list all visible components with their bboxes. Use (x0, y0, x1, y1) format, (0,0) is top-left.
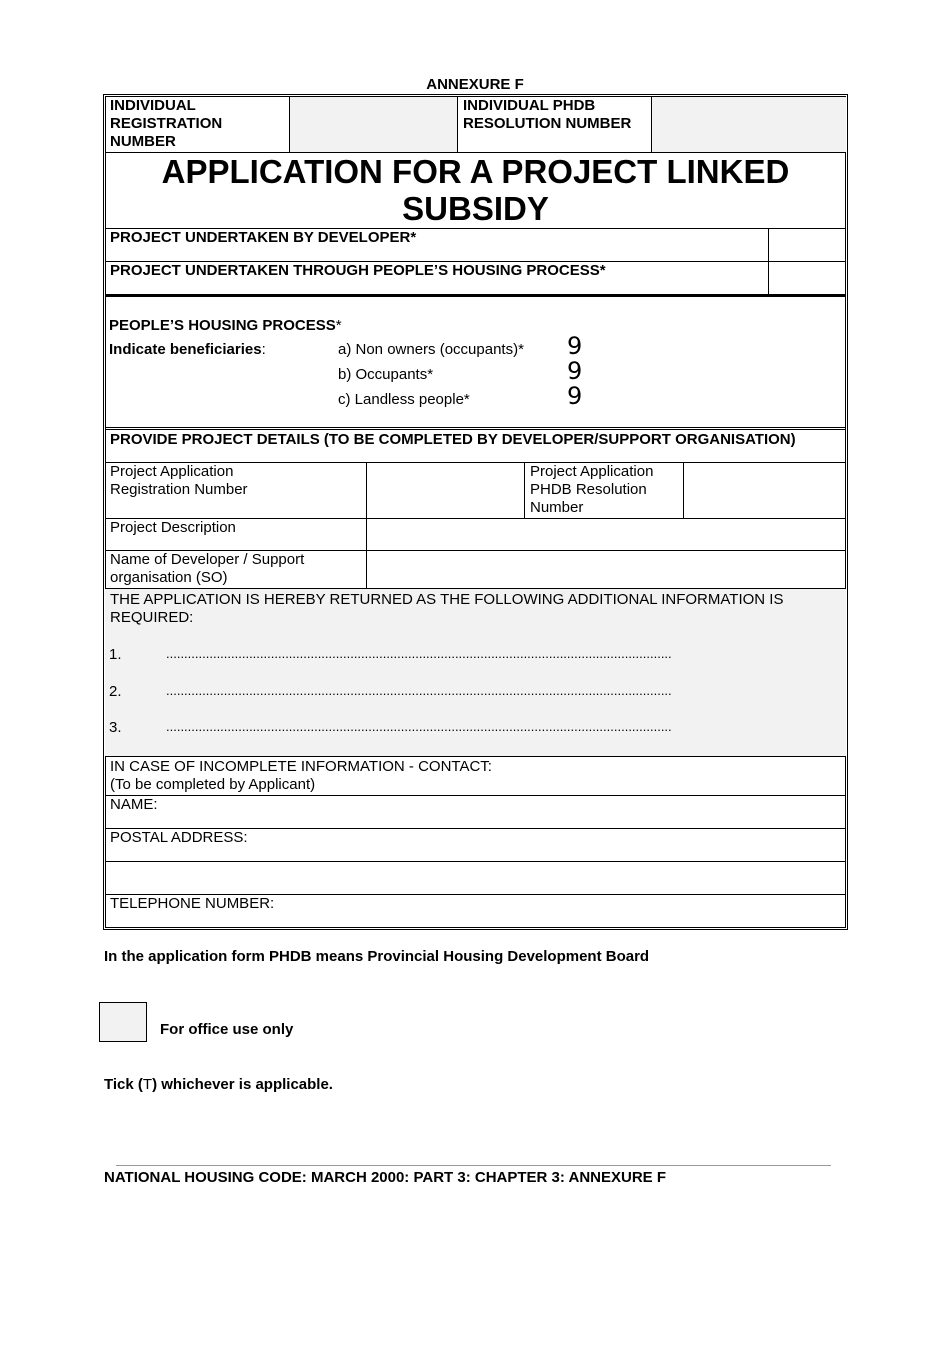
project-details-heading: PROVIDE PROJECT DETAILS (TO BE COMPLETED BY DEVELOPER/SUPPORT ORGANISATION) (110, 431, 796, 448)
required-item-line[interactable]: ............................................................................................................................................ (166, 719, 672, 734)
main-title: APPLICATION FOR A PROJECT LINKED SUBSIDY (161, 153, 790, 227)
project-application-phdb-field[interactable] (684, 463, 846, 518)
beneficiary-mark[interactable]: 9 (567, 357, 583, 385)
office-use-box[interactable] (99, 1002, 147, 1042)
contact-heading: IN CASE OF INCOMPLETE INFORMATION - CONTACT: (To be completed by Applicant) (110, 758, 492, 793)
required-item-number: 3. (109, 719, 122, 736)
developer-name-field[interactable] (367, 551, 846, 588)
contact-name-field[interactable]: NAME: (110, 796, 158, 813)
phdb-definition-note: In the application form PHDB means Provincial Housing Development Board (104, 948, 650, 965)
annexure-title: ANNEXURE F (426, 76, 524, 93)
individual-phdb-field[interactable] (652, 97, 846, 152)
required-item-number: 2. (109, 683, 122, 700)
developer-name-label: Name of Developer / Support organisation (SO) (110, 551, 305, 586)
tick-instruction: Tick (T) whichever is applicable. (104, 1076, 333, 1093)
php-heading: PEOPLE’S HOUSING PROCESS* (109, 317, 342, 334)
required-item-line[interactable]: ............................................................................................................................................ (166, 646, 672, 661)
beneficiary-option: c) Landless people* (338, 391, 470, 408)
php-option-label: PROJECT UNDERTAKEN THROUGH PEOPLE’S HOUSING PROCESS* (110, 262, 606, 279)
postal-address-field[interactable]: POSTAL ADDRESS: (110, 829, 248, 846)
returned-text: THE APPLICATION IS HEREBY RETURNED AS THE FOLLOWING ADDITIONAL INFORMATION IS REQUIRED: (110, 591, 784, 626)
project-description-label: Project Description (110, 519, 236, 536)
individual-registration-field[interactable] (290, 97, 457, 152)
beneficiary-option: b) Occupants* (338, 366, 434, 383)
beneficiary-mark[interactable]: 9 (567, 382, 583, 410)
individual-phdb-label: INDIVIDUAL PHDB RESOLUTION NUMBER (463, 97, 632, 132)
beneficiary-mark[interactable]: 9 (567, 332, 583, 360)
required-item-line[interactable]: ............................................................................................................................................ (166, 683, 672, 698)
footer-text: NATIONAL HOUSING CODE: MARCH 2000: PART 3: CHAPTER 3: ANNEXURE F (104, 1169, 666, 1186)
php-option-checkbox[interactable] (769, 262, 846, 294)
individual-registration-label: INDIVIDUAL REGISTRATION NUMBER (110, 97, 223, 150)
project-application-registration-field[interactable] (367, 463, 524, 518)
developer-option-label: PROJECT UNDERTAKEN BY DEVELOPER* (110, 229, 417, 246)
postal-address-line-2[interactable] (105, 862, 846, 894)
office-use-label: For office use only (160, 1021, 294, 1038)
project-description-field[interactable] (367, 519, 846, 550)
footer-rule (116, 1165, 831, 1166)
telephone-number-field[interactable]: TELEPHONE NUMBER: (110, 895, 275, 912)
indicate-beneficiaries-label: Indicate beneficiaries: (109, 341, 266, 358)
project-application-phdb-label: Project Application PHDB Resolution Number (530, 463, 654, 516)
required-item-number: 1. (109, 646, 122, 663)
beneficiary-option: a) Non owners (occupants)* (338, 341, 524, 358)
developer-option-checkbox[interactable] (769, 229, 846, 261)
project-application-registration-label: Project Application Registration Number (110, 463, 248, 498)
